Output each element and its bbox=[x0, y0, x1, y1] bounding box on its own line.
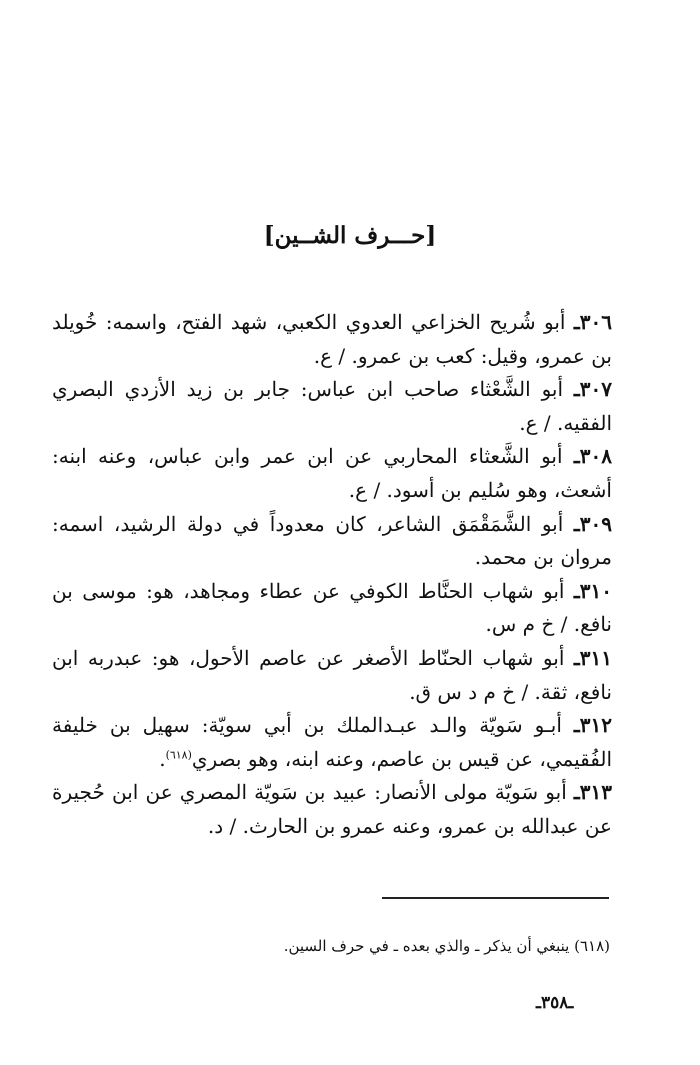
footnote: (٦١٨) ينبغي أن يذكر ـ والذي بعده ـ في حرف السين. bbox=[283, 937, 610, 955]
entry-312 bbox=[52, 709, 612, 776]
entry-306 bbox=[52, 306, 612, 373]
entry-text: أبو شُريح الخزاعي العدوي الكعبي، شهد الفتح، واسمه: خُويلد بن عمرو، وقيل: كعب بن عمرو. / ع. bbox=[52, 310, 612, 368]
entry-308 bbox=[52, 440, 612, 507]
entry-number: ٣١٣ـ bbox=[573, 780, 613, 805]
entry-number: ٣٠٨ـ bbox=[573, 444, 612, 469]
entry-text: أبو الشَّمَقْمَق الشاعر، كان معدوداً في دولة الرشيد، اسمه: مروان بن محمد. bbox=[52, 511, 612, 570]
page-number: ـ٣٥٨ـ bbox=[536, 993, 574, 1013]
entry-313 bbox=[52, 776, 612, 843]
entry-number: ٣٠٦ـ bbox=[573, 310, 612, 334]
entry-311 bbox=[52, 642, 612, 709]
entry-number: ٣١٠ـ bbox=[573, 578, 612, 603]
entry-309 bbox=[52, 508, 612, 575]
entry-text: أبو الشَّعثاء المحاربي عن ابن عمر وابن عباس، وعنه ابنه: أشعث، وهو سُليم بن أسود. / ع. bbox=[52, 444, 612, 502]
entry-text: أبـو سَويّة والـد عبـدالملك بن أبي سويّة: سهيل بن خليفة الفُقيمي، عن قيس بن عاصم، وعنه ابنه، وهو بصري bbox=[52, 713, 612, 771]
section-heading: [حـــرف الشــين] bbox=[263, 222, 437, 249]
entry-text: أبو شهاب الحنَّاط الكوفي عن عطاء ومجاهد، هو: موسى بن نافع. / خ م س. bbox=[52, 578, 612, 637]
entry-text: أبو الشَّعْثاء صاحب ابن عباس: جابر بن زيد الأزدي البصري الفقيه. / ع. bbox=[52, 377, 612, 435]
footnote-reference[interactable]: (٦١٨) bbox=[165, 748, 192, 762]
entry-number: ٣١٢ـ bbox=[573, 713, 613, 738]
entry-text: أبو شهاب الحنّاط الأصغر عن عاصم الأحول، هو: عبدربه ابن نافع، ثقة. / خ م د س ق. bbox=[52, 645, 612, 704]
entry-310 bbox=[52, 575, 612, 642]
footnote-divider bbox=[382, 897, 609, 899]
entry-text-tail: . bbox=[159, 746, 166, 771]
entry-number: ٣١١ـ bbox=[573, 645, 613, 670]
entry-number: ٣٠٩ـ bbox=[573, 511, 613, 536]
entry-text: أبو سَويّة مولى الأنصار: عبيد بن سَويّة المصري عن ابن حُجيرة عن عبدالله بن عمرو، وعنه عمرو بن الحارث. / د. bbox=[52, 780, 612, 838]
entries-list bbox=[52, 306, 612, 844]
entry-307 bbox=[52, 373, 612, 440]
entry-number: ٣٠٧ـ bbox=[573, 377, 612, 402]
